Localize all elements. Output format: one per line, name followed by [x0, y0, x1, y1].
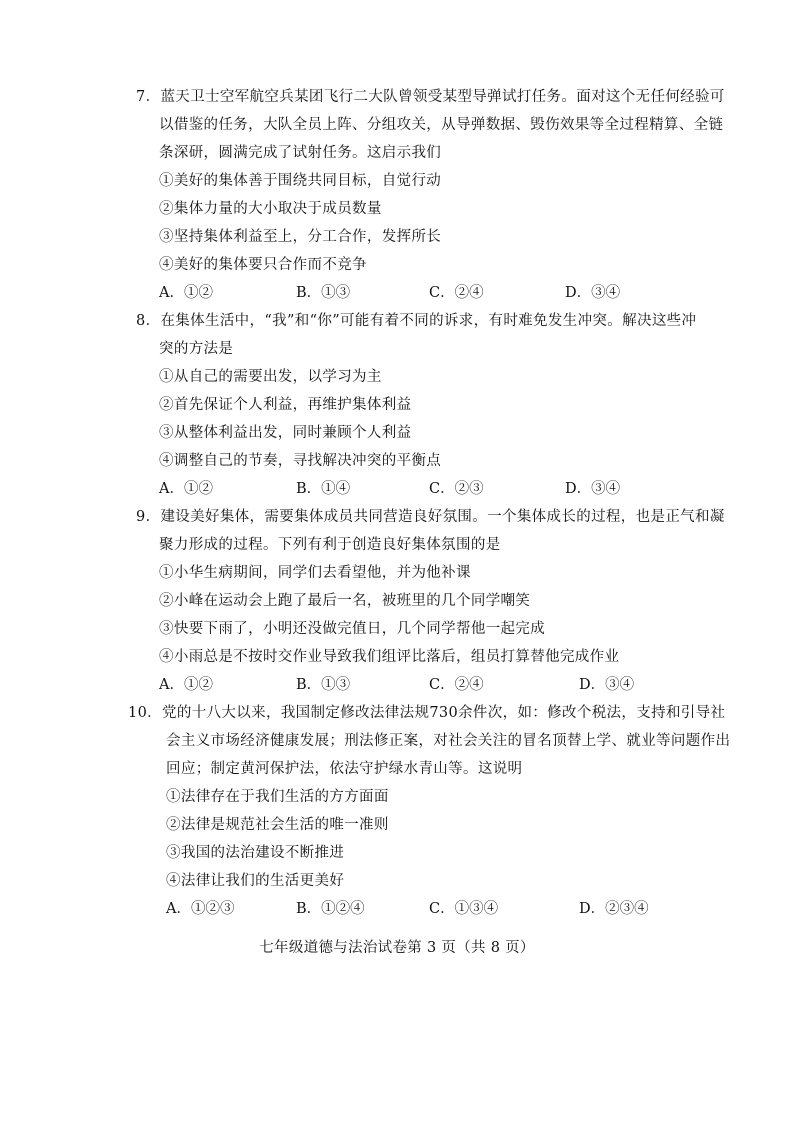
question-10-stem-line-2: 会主义市场经济健康发展；刑法修正案，对社会关注的冒名顶替上学、就业等问题作出: [166, 733, 731, 749]
option-d[interactable]: D．②③④: [579, 901, 649, 917]
statement-item: ③坚持集体利益至上，分工合作，发挥所长: [159, 229, 442, 245]
question-10-stem-line-3: 回应；制定黄河保护法，依法守护绿水青山等。这说明: [166, 761, 523, 777]
option-b[interactable]: B．①③: [296, 285, 351, 301]
option-b[interactable]: B．①②④: [296, 901, 365, 917]
question-8-stem-line-2: 突的方法是: [159, 341, 234, 357]
option-d[interactable]: D．③④: [565, 481, 621, 497]
option-d[interactable]: D．③④: [579, 677, 635, 693]
statement-item: ④美好的集体要只合作而不竞争: [159, 257, 367, 273]
statement-item: ③我国的法治建设不断推进: [166, 845, 345, 861]
statement-item: ①法律存在于我们生活的方方面面: [166, 789, 389, 805]
statement-item: ④小雨总是不按时交作业导致我们组评比落后，组员打算替他完成作业: [159, 649, 620, 665]
option-c[interactable]: C．②③: [429, 481, 484, 497]
question-10-options: [166, 899, 666, 919]
question-number: 7．: [136, 89, 161, 105]
statement-item: ②首先保证个人利益，再维护集体利益: [159, 397, 412, 413]
question-7-stem-line-3: 条深研，圆满完成了试射任务。这启示我们: [159, 145, 442, 161]
statement-item: ①小华生病期间，同学们去看望他，并为他补课: [159, 565, 471, 581]
question-7-stem-line-1: 7．蓝天卫士空军航空兵某团飞行二大队曾领受某型导弹试打任务。面对这个无任何经验可: [136, 89, 725, 105]
statement-item: ③从整体利益出发，同时兼顾个人利益: [159, 425, 412, 441]
question-9-stem-line-1: 9．建设美好集体，需要集体成员共同营造良好氛围。一个集体成长的过程，也是正气和凝: [136, 509, 725, 525]
option-c[interactable]: C．②④: [429, 677, 484, 693]
statement-item: ③快要下雨了，小明还没做完值日，几个同学帮他一起完成: [159, 621, 546, 637]
question-9-stem-line-2: 聚力形成的过程。下列有利于创造良好集体氛围的是: [159, 537, 501, 553]
statement-item: ②法律是规范社会生活的唯一准则: [166, 817, 389, 833]
option-c[interactable]: C．②④: [429, 285, 484, 301]
option-a[interactable]: A．①②③: [166, 901, 235, 917]
question-9-options: [159, 675, 659, 695]
question-8-options: [159, 479, 659, 499]
option-b[interactable]: B．①④: [296, 481, 351, 497]
option-a[interactable]: A．①②: [159, 677, 213, 693]
option-c[interactable]: C．①③④: [429, 901, 499, 917]
option-b[interactable]: B．①③: [296, 677, 351, 693]
statement-item: ②集体力量的大小取决于成员数量: [159, 201, 382, 217]
statement-item: ②小峰在运动会上跑了最后一名，被班里的几个同学嘲笑: [159, 593, 531, 609]
statement-item: ①从自己的需要出发，以学习为主: [159, 369, 382, 385]
statement-item: ①美好的集体善于围绕共同目标，自觉行动: [159, 173, 442, 189]
option-a[interactable]: A．①②: [159, 285, 213, 301]
question-8-stem-line-1: 8．在集体生活中，“我”和“你”可能有着不同的诉求，有时难免发生冲突。解决这些冲: [136, 313, 697, 329]
question-number: 10．: [128, 705, 163, 721]
question-10-stem-line-1: 10．党的十八大以来，我国制定修改法律法规730余件次，如：修改个税法，支持和引导社: [128, 705, 726, 721]
option-d[interactable]: D．③④: [565, 285, 621, 301]
statement-item: ④调整自己的节奏，寻找解决冲突的平衡点: [159, 453, 442, 469]
question-7-options: [159, 283, 659, 303]
statement-item: ④法律让我们的生活更美好: [166, 873, 345, 889]
question-number: 8．: [136, 313, 161, 329]
page-footer: 七年级道德与法治试卷第 3 页（共 8 页）: [259, 940, 535, 956]
question-number: 9．: [136, 509, 161, 525]
question-7-stem-line-2: 以借鉴的任务，大队全员上阵、分组攻关，从导弹数据、毁伤效果等全过程精算、全链: [159, 117, 724, 133]
option-a[interactable]: A．①②: [159, 481, 213, 497]
